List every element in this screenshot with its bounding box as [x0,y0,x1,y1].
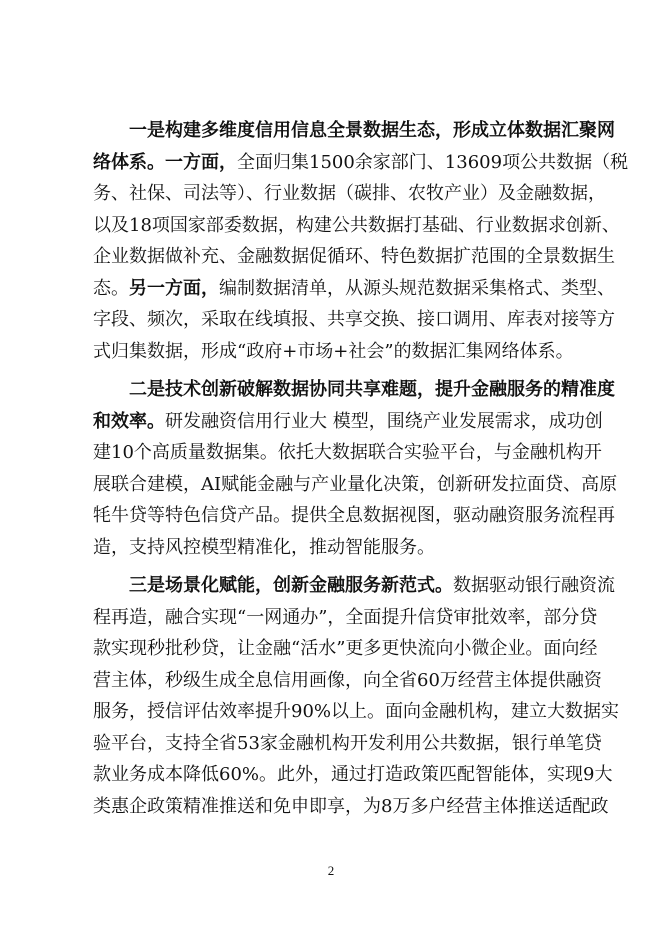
text-run: 展联合建模，AI赋能金融与产业量化决策，创新研发拉面贷、高原 [93,473,618,495]
text-line [93,500,615,532]
bold-text-run: 三是场景化赋能，创新金融服务新范式。 [129,575,453,596]
text-run: 服务，授信评估效率提升90%以上。面向金融机构，建立大数据实 [93,701,620,722]
text-run: 字段、频次，采取在线填报、共享交换、接口调用、库表对接等方 [93,309,615,330]
bold-text-run: 和效率。 [93,410,165,432]
paragraph [93,570,620,822]
text-line [93,406,603,438]
text-run: 式归集数据，形成“政府+市场+社会”的数据汇集网络体系。 [93,340,574,362]
text-run: 建10个高质量数据集。依托大数据联合实验平台，与金融机构开 [93,442,602,463]
bold-text-run: 络体系。 [93,151,165,173]
text-run: 数据驱动银行融资流 [453,575,615,596]
paragraph [93,115,629,367]
page-number: 2 [327,863,335,878]
text-run: 全面归集1500余家部门、13609项公共数据（税 [237,151,629,173]
bold-text-run: 另一方面， [129,277,219,299]
text-line [93,665,602,697]
text-run: 程再造，融合实现“一网通办”，全面提升信贷审批效率，部分贷 [93,606,598,628]
text-line [93,633,598,665]
text-run: 编制数据清单，从源头规范数据采集格式、类型、 [219,277,615,299]
text-run: 款业务成本降低60%。此外，通过打造政策匹配智能体，实现9大 [93,764,613,785]
text-line [93,469,618,501]
text-line [93,115,615,147]
text-run: 企业数据做补充、金融数据促循环、特色数据扩范围的全景数据生 [93,246,615,267]
text-line [93,602,598,634]
text-line [93,437,602,469]
text-line [93,336,579,368]
text-line [93,532,579,564]
text-run: 造，支持风控模型精准化，推动智能服务。 [93,536,435,558]
text-run: 牦牛贷等特色信贷产品。提供全息数据视图，驱动融资服务流程再 [93,505,615,526]
text-line [93,728,602,760]
text-run: 款实现秒批秒贷，让金融“活水”更多更快流向小微企业。面向经 [93,638,598,659]
text-line [93,210,620,242]
paragraph [93,374,618,563]
document-body [93,115,629,829]
text-run: 以及18项国家部委数据，构建公共数据打基础、行业数据求创新、 [93,214,620,236]
text-run: 营主体，秒级生成全息信用画像，向全省60万经营主体提供融资 [93,669,602,691]
bold-text-run: 一是构建多维度信用信息全景数据生态，形成立体数据汇聚网 [129,120,615,141]
text-line [93,147,629,179]
text-line [93,759,613,791]
text-line [93,273,615,305]
text-line [93,374,615,406]
text-run: 态。 [93,277,129,299]
text-line [93,241,615,273]
text-line [93,791,609,823]
text-line [93,178,606,210]
text-run: 类惠企政策精准推送和免申即享，为8万多户经营主体推送适配政 [93,795,609,817]
text-run: 验平台，支持全省53家金融机构开发利用公共数据，银行单笔贷 [93,732,602,754]
text-line [93,570,615,602]
text-run: 研发融资信用行业大 模型，围绕产业发展需求，成功创 [165,410,603,432]
bold-text-run: 二是技术创新破解数据协同共享难题，提升金融服务的精准度 [129,379,615,400]
text-line [93,696,620,728]
text-line [93,304,615,336]
bold-text-run: 一方面， [165,151,237,173]
text-run: 务、社保、司法等）、行业数据（碳排、农牧产业）及金融数据， [93,183,606,204]
